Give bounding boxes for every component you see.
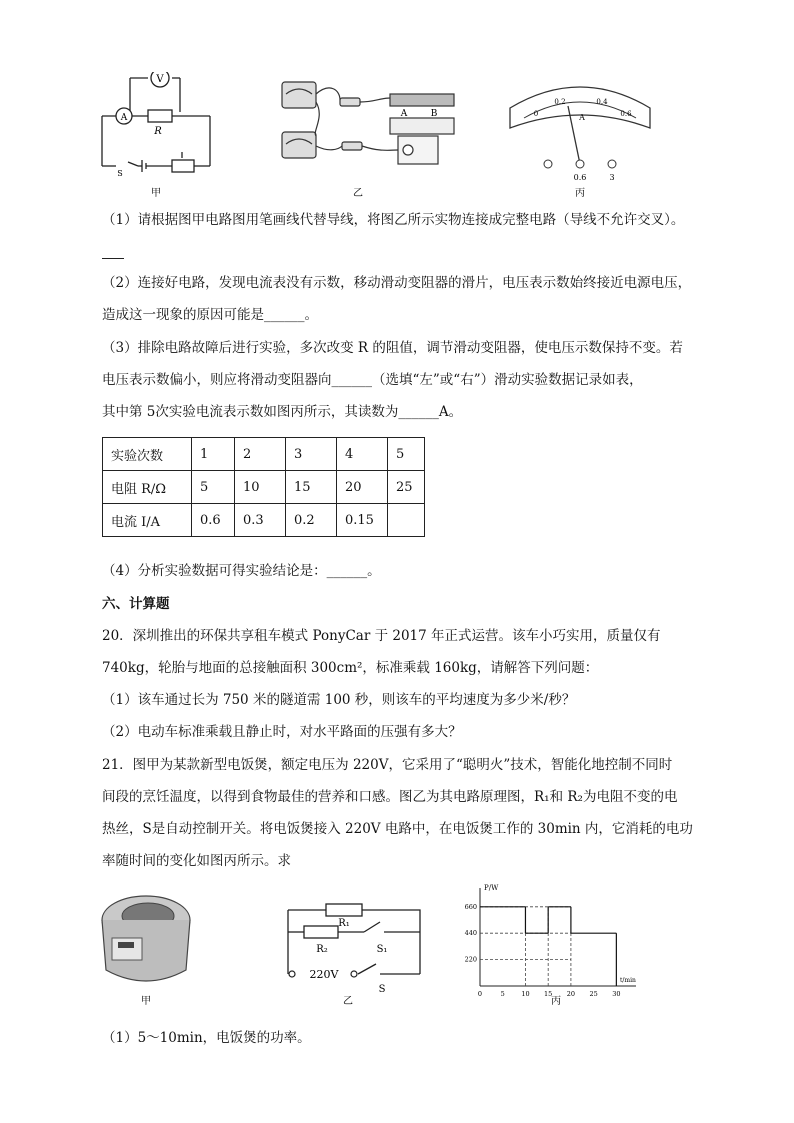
- table-row: [103, 504, 425, 537]
- question-1: （1）请根据图甲电路图用笔画线代替导线，将图乙所示实物连接成完整电路（导线不允许交叉）。: [102, 212, 685, 228]
- problem-21-line-2: 间段的烹饪温度，以得到食物最佳的营养和口感。图乙为其电路原理图，R₁和 R₂为电阻不变的电: [102, 789, 678, 805]
- source-label: 220V: [309, 968, 339, 981]
- question-3-line-2: 电压表示数偏小，则应将滑动变阻器向______（选填“左”或“右”）滑动实验数据记录如表，: [102, 372, 643, 388]
- caption-bing: 丙: [575, 188, 585, 199]
- x-tick-label: 30: [612, 990, 621, 998]
- voltmeter-label: V: [156, 74, 164, 85]
- dial-terminal-3: 3: [609, 173, 615, 182]
- problem-20-line-2: 740kg，轮胎与地面的总接触面积 300cm²，标准乘载 160kg，请解答下列问题：: [102, 660, 599, 676]
- x-axis-label: t/min: [620, 977, 636, 984]
- r1-label: R₁: [338, 918, 350, 929]
- ammeter-symbol: [116, 108, 132, 124]
- problem-21-question-1: （1）5～10min，电饭煲的功率。: [102, 1030, 311, 1046]
- problem-21-line-1: 21．图甲为某款新型电饭煲，额定电压为 220V，它采用了“聪明火”技术，智能化地控制不同时: [102, 757, 673, 773]
- bottom-figure-strip: [96, 880, 656, 1020]
- dial-unit: A: [579, 113, 585, 122]
- x-tick-label: 15: [544, 990, 553, 998]
- problem-21-line-4: 率随时间的变化如图丙所示。求: [102, 853, 291, 869]
- x-tick-label: 0: [477, 990, 483, 998]
- s-label: S: [378, 984, 386, 995]
- x-tick-label: 25: [589, 990, 598, 998]
- caption-jia-bottom: 甲: [141, 996, 151, 1007]
- answer-blank-1: [102, 258, 124, 259]
- table-cell: 电流 I/A: [103, 504, 192, 537]
- voltmeter-symbol: [151, 72, 169, 87]
- power-time-chart: [465, 884, 636, 998]
- question-2-line-2: 造成这一现象的原因可能是______。: [102, 307, 318, 323]
- caption-yi: 乙: [353, 188, 363, 199]
- ammeter-label: A: [120, 113, 128, 123]
- dial-terminal-06: 0.6: [573, 173, 587, 182]
- x-tick-label: 20: [566, 990, 576, 998]
- question-4: （4）分析实验数据可得实验结论是：______。: [102, 563, 381, 579]
- problem-20-question-1: （1）该车通过长为 750 米的隧道需 100 秒，则该车的平均速度为多少米/秒？: [102, 692, 576, 708]
- s1-label: S₁: [376, 944, 388, 955]
- problem-20-line-1: 20．深圳推出的环保共享租车模式 PonyCar 于 2017 年正式运营。该车小巧实用，质量仅有: [102, 628, 661, 644]
- table-cell: 5: [192, 471, 235, 504]
- table-cell: 1: [192, 438, 235, 471]
- y-tick-label: 220: [464, 955, 477, 964]
- table-cell: 实验次数: [103, 438, 192, 471]
- resistor-label: R: [154, 126, 162, 137]
- table-cell: 0.6: [192, 504, 235, 537]
- section-title: 六、计算题: [102, 596, 170, 612]
- question-3-line-1: （3）排除电路故障后进行实验，多次改变 R 的阻值，调节滑动变阻器，使电压示数保持不变。若: [102, 340, 683, 356]
- top-figure-strip: [90, 72, 670, 202]
- table-cell: 0.3: [235, 504, 286, 537]
- table-row: [103, 471, 425, 504]
- table-cell: 20: [337, 471, 388, 504]
- table-cell: 0.15: [337, 504, 388, 537]
- table-cell: 0.2: [286, 504, 337, 537]
- table-cell: 10: [235, 471, 286, 504]
- caption-jia: 甲: [151, 188, 161, 199]
- resistor-symbol: [148, 110, 172, 137]
- table-cell: 电阻 R/Ω: [103, 471, 192, 504]
- dial-tick-02: 0.2: [554, 98, 566, 106]
- dial-tick-06: 0.6: [620, 110, 632, 118]
- table-row: [103, 438, 425, 471]
- apparatus-photo-yi: [282, 82, 454, 164]
- table-cell: 15: [286, 471, 337, 504]
- ammeter-dial-bing: [510, 87, 650, 168]
- question-3-line-3: 其中第 5次实验电流表示数如图丙所示，其读数为______A。: [102, 404, 463, 420]
- table-cell: 2: [235, 438, 286, 471]
- table-cell: 4: [337, 438, 388, 471]
- rice-cooker-image: [102, 896, 190, 981]
- dial-tick-04: 0.4: [596, 98, 608, 106]
- caption-yi-bottom: 乙: [343, 996, 353, 1007]
- table-cell: 3: [286, 438, 337, 471]
- apparatus-terminal-b: B: [430, 109, 438, 119]
- x-tick-label: 5: [500, 990, 505, 998]
- problem-20-question-2: （2）电动车标准乘载且静止时，对水平路面的压强有多大？: [102, 724, 462, 740]
- table-cell: 25: [388, 471, 425, 504]
- dial-tick-0: 0: [533, 110, 539, 118]
- question-2-line-1: （2）连接好电路，发现电流表没有示数，移动滑动变阻器的滑片，电压表示数始终接近电源电压，: [102, 275, 692, 291]
- table-cell: [388, 504, 425, 537]
- cooker-circuit-diagram: [288, 904, 420, 974]
- problem-21-line-3: 热丝，S是自动控制开关。将电饭煲接入 220V 电路中，在电饭煲工作的 30min 内，它消耗的电功: [102, 821, 693, 837]
- y-tick-label: 660: [464, 902, 477, 911]
- switch-label: S: [117, 169, 123, 178]
- x-tick-label: 10: [521, 990, 530, 998]
- caption-bing-bottom: 丙: [551, 996, 561, 1007]
- experiment-data-table: [102, 437, 425, 537]
- apparatus-terminal-a: A: [400, 109, 408, 119]
- y-axis-label: P/W: [484, 884, 499, 892]
- table-cell: 5: [388, 438, 425, 471]
- circuit-diagram-jia: [102, 78, 210, 172]
- y-tick-label: 440: [464, 929, 477, 938]
- r2-label: R₂: [316, 944, 328, 955]
